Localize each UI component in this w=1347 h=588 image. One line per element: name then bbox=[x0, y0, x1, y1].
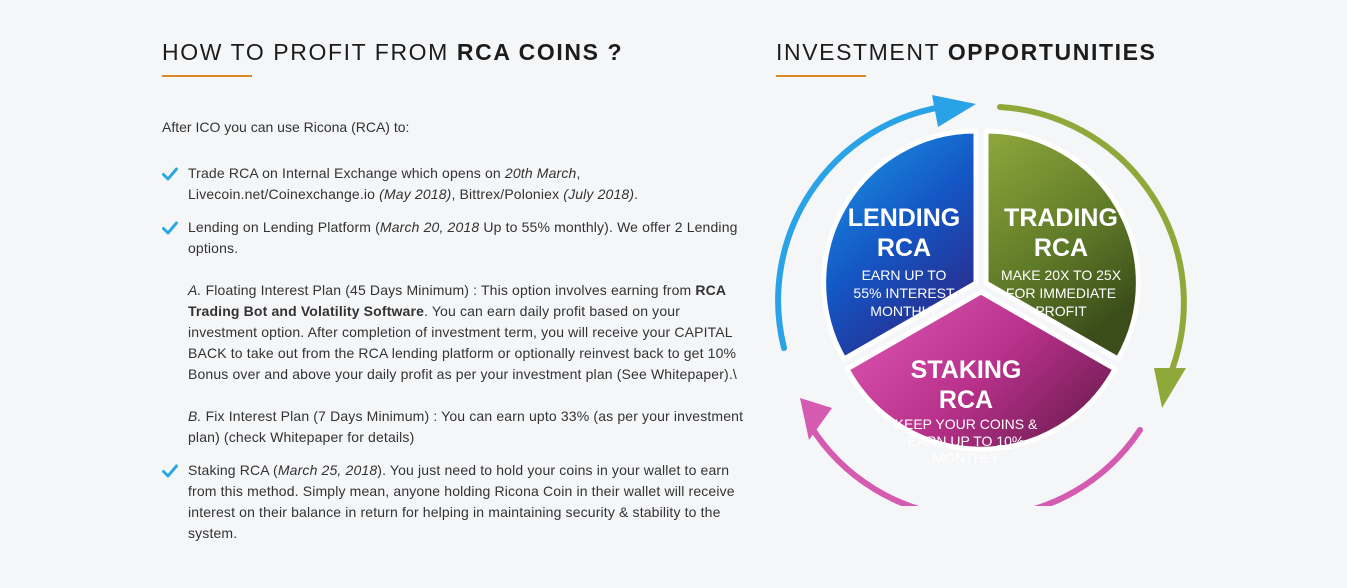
staking-line-1: KEEP YOUR COINS & bbox=[894, 416, 1038, 432]
lending-title-1: LENDING bbox=[847, 204, 961, 232]
lending-title-2: RCA bbox=[876, 234, 932, 262]
option-b-text: Fix Interest Plan (7 Days Minimum) : You can earn upto 33% (as per your investment plan) (check Whitepaper for details) bbox=[188, 408, 744, 445]
staking-line-2: EARN UP TO 10% bbox=[907, 433, 1025, 449]
option-a-text-1: Floating Interest Plan (45 Days Minimum) : This option involves earning from bbox=[201, 282, 696, 298]
investment-heading bbox=[776, 38, 1236, 66]
lending-line-2: 55% INTEREST bbox=[853, 285, 955, 301]
investment-cycle-diagram bbox=[760, 86, 1200, 506]
trading-title-1: TRADING bbox=[1004, 204, 1118, 232]
option-a-bold: RCA Trading Bot and Volatility Software bbox=[188, 282, 726, 319]
trade-date-3: (July 2018) bbox=[563, 186, 635, 202]
lending-date: March 20, 2018 bbox=[379, 219, 480, 235]
list-item-staking bbox=[162, 460, 752, 544]
staking-title-2: RCA bbox=[938, 386, 994, 414]
heading-underline bbox=[776, 75, 866, 77]
heading-underline bbox=[162, 75, 252, 77]
trading-line-2: FOR IMMEDIATE bbox=[1005, 285, 1117, 301]
option-a-letter: A. bbox=[188, 282, 202, 298]
trade-text-4: . bbox=[634, 186, 639, 202]
lending-text-1: Lending on Lending Platform ( bbox=[188, 219, 380, 235]
trading-line-3: PROFIT bbox=[1035, 303, 1087, 319]
staking-text-2: ). You just need to hold your coins in your wallet to earn from this method. Simply mean, anyone holding Ricona Coin in their wallet will receive interest on their balance in return for helping in maintaining security & stability to the system. bbox=[188, 462, 735, 541]
investment-section bbox=[776, 38, 1236, 77]
option-a-text-2: . You can earn daily profit based on your investment option. After completion of investment term, you will receive your CAPITAL BACK to take out from the RCA lending platform or optionally reinvest back to get 10% Bonus over and above your daily profit as per your investment plan (See Whitepaper).\ bbox=[188, 303, 737, 382]
arrow-green-head bbox=[1154, 368, 1186, 408]
profit-list bbox=[162, 163, 752, 544]
lending-text-2: Up to 55% monthly). We offer 2 Lending options. bbox=[188, 219, 738, 256]
list-item-trade bbox=[162, 163, 752, 205]
trade-text-1: Trade RCA on Internal Exchange which opens on bbox=[188, 165, 505, 181]
check-icon bbox=[162, 221, 178, 235]
lending-line-3: MONTHLY bbox=[870, 303, 938, 319]
staking-line-3: MONTHLY bbox=[932, 450, 1000, 466]
trading-line-1: MAKE 20X TO 25X bbox=[1000, 267, 1122, 283]
staking-date: March 25, 2018 bbox=[277, 462, 378, 478]
trading-title-2: RCA bbox=[1033, 234, 1089, 262]
check-icon bbox=[162, 464, 178, 478]
option-b bbox=[188, 406, 752, 448]
investment-heading-bold: OPPORTUNITIES bbox=[947, 39, 1157, 65]
staking-title-1: STAKING bbox=[910, 356, 1022, 384]
profit-heading-bold: RCA COINS ? bbox=[456, 39, 624, 65]
profit-heading-text: HOW TO PROFIT FROM bbox=[162, 39, 457, 65]
trade-text-3: , Bittrex/Poloniex bbox=[451, 186, 564, 202]
profit-heading bbox=[162, 38, 752, 66]
option-a bbox=[188, 280, 752, 385]
trade-text-2: , Livecoin.net/Coinexchange.io bbox=[188, 165, 581, 202]
option-b-letter: B. bbox=[188, 408, 202, 424]
lending-line-1: EARN UP TO bbox=[861, 267, 947, 283]
staking-text-1: Staking RCA ( bbox=[188, 462, 278, 478]
investment-heading-text: INVESTMENT bbox=[776, 39, 948, 65]
trade-date-2: (May 2018) bbox=[379, 186, 452, 202]
trade-date-1: 20th March bbox=[504, 165, 577, 181]
check-icon bbox=[162, 167, 178, 181]
list-item-lending bbox=[162, 217, 752, 448]
profit-section bbox=[162, 38, 752, 556]
intro-text: After ICO you can use Ricona (RCA) to: bbox=[162, 119, 410, 135]
arrow-blue-head bbox=[932, 95, 976, 127]
